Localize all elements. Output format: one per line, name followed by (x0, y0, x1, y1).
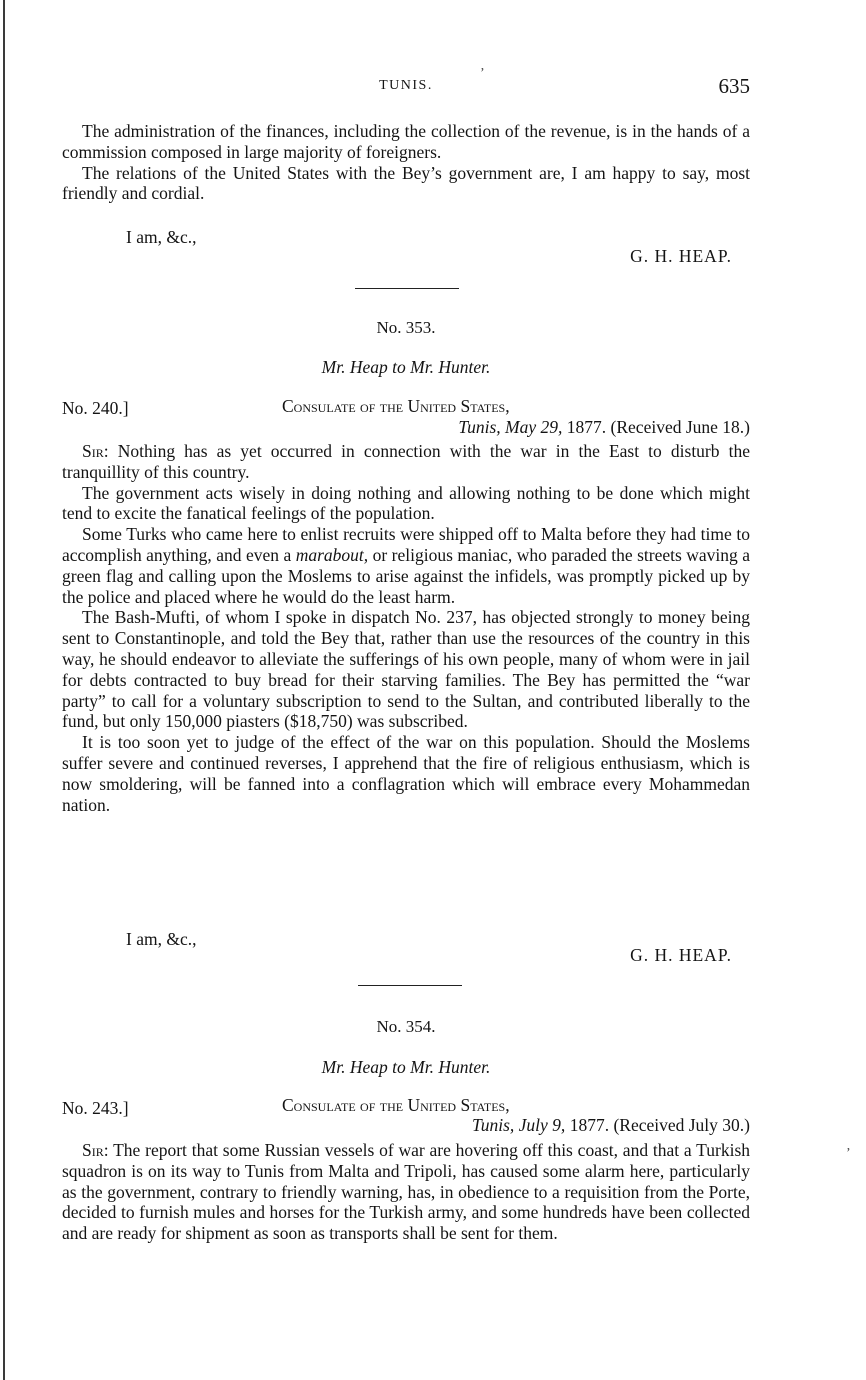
paragraph: The government acts wisely in doing nothing and allowing nothing to be done which might tend to excite the fanatical feelings of the population. (62, 482, 750, 524)
paragraph: It is too soon yet to judge of the effect of the war on this population. Should the Moslems suffer severe and continued reverses, I apprehend that the fire of religious enthusiasm, which is now smoldering, will be fanned into a conflagration which will embrace every Mohammedan nation. (62, 732, 750, 815)
dateline-received: 1877. (Received July 30.) (565, 1115, 750, 1135)
paragraph (62, 524, 750, 607)
paragraph-text: Some Turks who came here to enlist recruits were shipped off to Malta before they had time to accomplish anything, and even a (62, 524, 750, 565)
previous-dispatch-body (62, 121, 750, 204)
paragraph: The relations of the United States with the Bey’s government are, I am happy to say, most friendly and cordial. (62, 162, 750, 204)
closing: I am, &c., (126, 929, 197, 949)
signature: G. H. HEAP. (630, 945, 732, 965)
paragraph: The Bash-Mufti, of whom I spoke in dispatch No. 237, has objected strongly to money being sent to Constantinople, and told the Bey that, rather than use the resources of the country in this way, he should endeavor to alleviate the sufferings of his own people, many of whom were in jail for debts contracted to buy bread for their starving families. The Bey has permitted the “war party” to call for a voluntary subscription to send to the Sultan, and contributed liberally to the fund, but only 150,000 piasters ($18,750) was subscribed. (62, 607, 750, 732)
sender-line (282, 1095, 510, 1116)
document-number: No. 353. (376, 318, 436, 337)
document-subtitle: Mr. Heap to Mr. Hunter. (321, 1057, 491, 1077)
sender: Consulate of the United States, (282, 1095, 510, 1115)
salutation: Sir: (82, 1140, 109, 1160)
page-number: 635 (718, 74, 750, 98)
dispatch-number: No. 240.] (62, 398, 129, 418)
salutation: Sir: (82, 441, 109, 461)
section-divider (358, 985, 462, 986)
scan-speck: ʼ (480, 66, 485, 81)
dateline (458, 417, 750, 438)
paragraph-text: Nothing has as yet occurred in connection with the war in the East to disturb the tranquillity of this country. (62, 441, 750, 482)
paragraph-text: The report that some Russian vessels of war are hovering off this coast, and that a Turkish squadron is on its way to Tunis from Malta and Tripoli, has caused some alarm here, particularly as the government, contrary to friendly warning, has, in obedience to a requisition from the Porte, decided to furnish mules and horses for the Turkish army, and some hundreds have been collected and are ready for shipment as soon as transports shall be sent for them. (62, 1140, 751, 1244)
scan-speck: ʼ (846, 1146, 851, 1161)
dispatch-body (62, 1140, 750, 1244)
sender: Consulate of the United States, (282, 396, 510, 416)
dateline-date: May 29, (505, 417, 563, 437)
dateline (472, 1115, 750, 1136)
dateline-place: Tunis, (458, 417, 501, 437)
dateline-received: 1877. (Received June 18.) (562, 417, 750, 437)
dispatch-number: No. 243.] (62, 1098, 129, 1118)
section-divider (355, 288, 459, 289)
paragraph (62, 1140, 750, 1244)
dateline-date: July 9, (518, 1115, 566, 1135)
italic-term: marabout, (295, 544, 369, 565)
paragraph: The administration of the finances, including the collection of the revenue, is in the hands of a commission composed in large majority of foreigners. (62, 121, 750, 162)
page-header (62, 74, 750, 100)
paragraph-text: or religious maniac, who paraded the streets waving a green flag and calling upon the Moslems to arise against the infidels, was promptly picked up by the police and placed where he would do the least harm. (62, 544, 750, 607)
document-subtitle: Mr. Heap to Mr. Hunter. (321, 357, 491, 377)
paragraph (62, 441, 750, 483)
running-head: TUNIS. (379, 78, 433, 93)
sender-line (282, 396, 510, 417)
dispatch-body (62, 441, 750, 815)
dateline-place: Tunis, (471, 1115, 515, 1135)
signature: G. H. HEAP. (630, 246, 732, 266)
document-number: No. 354. (376, 1017, 436, 1036)
closing: I am, &c., (126, 227, 197, 247)
page-binding-edge (3, 0, 5, 1380)
